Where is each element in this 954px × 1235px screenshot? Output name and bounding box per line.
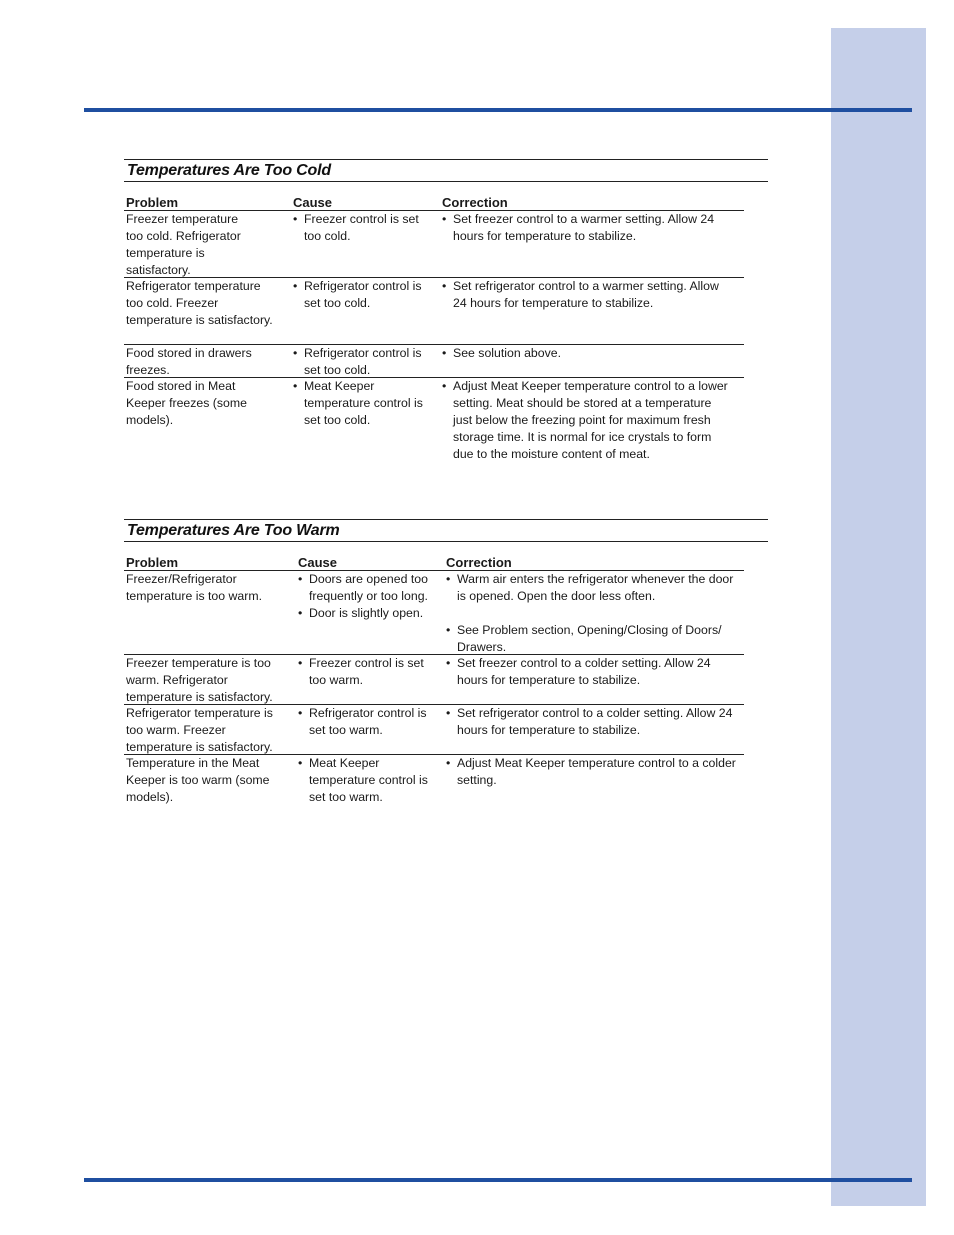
correction-cell xyxy=(442,211,732,245)
troubleshoot-table-warm xyxy=(124,556,744,815)
correction-item: • Set freezer control to a warmer setting. Allow 24 hours for temperature to stabilize. xyxy=(442,211,732,245)
correction-cell xyxy=(446,571,736,656)
bottom-rule xyxy=(84,1178,912,1182)
cause-cell xyxy=(298,571,432,622)
table-header xyxy=(124,556,744,571)
header-cause: Cause xyxy=(298,555,338,570)
section-title-row xyxy=(124,159,768,182)
correction-item: • Set refrigerator control to a warmer setting. Allow 24 hours for temperature to stabilize. xyxy=(442,278,732,312)
table-row xyxy=(124,345,744,378)
problem-cell: Refrigerator temperature too cold. Freezer temperature is satisfactory. xyxy=(126,279,273,327)
header-cause: Cause xyxy=(293,195,333,210)
cause-cell xyxy=(293,211,427,245)
section-title: Temperatures Are Too Cold xyxy=(127,162,331,179)
problem-cell: Freezer temperature too cold. Refrigerator temperature is satisfactory. xyxy=(126,212,241,277)
table-row xyxy=(124,655,744,705)
table-row xyxy=(124,755,744,815)
table-row xyxy=(124,571,744,655)
section-too-cold xyxy=(124,159,768,461)
cause-cell xyxy=(293,345,427,379)
problem-cell: Freezer/Refrigerator temperature is too warm. xyxy=(126,572,262,603)
header-problem: Problem xyxy=(126,195,179,210)
problem-cell: Freezer temperature is too warm. Refrigerator temperature is satisfactory. xyxy=(126,656,273,704)
correction-cell xyxy=(446,705,736,739)
problem-cell: Temperature in the Meat Keeper is too warm (some models). xyxy=(126,756,270,804)
cause-cell xyxy=(298,755,432,806)
correction-cell xyxy=(442,378,732,463)
cause-item: • Refrigerator control is set too cold. xyxy=(293,345,427,379)
header-correction: Correction xyxy=(446,555,512,570)
correction-cell xyxy=(446,655,736,689)
correction-item: • Set freezer control to a colder setting. Allow 24 hours for temperature to stabilize. xyxy=(446,655,736,689)
troubleshoot-table-cold xyxy=(124,196,744,482)
table-row xyxy=(124,211,744,278)
section-title-row xyxy=(124,519,768,542)
table-row xyxy=(124,705,744,755)
table-row xyxy=(124,378,744,482)
problem-cell: Food stored in drawers freezes. xyxy=(126,346,252,377)
cause-cell xyxy=(293,378,427,429)
cause-item: • Meat Keeper temperature control is set too warm. xyxy=(298,755,432,806)
header-correction: Correction xyxy=(442,195,508,210)
table-header xyxy=(124,196,744,211)
cause-item: • Freezer control is set too warm. xyxy=(298,655,432,689)
correction-cell xyxy=(446,755,736,789)
cause-cell xyxy=(293,278,427,312)
cause-item: • Refrigerator control is set too cold. xyxy=(293,278,427,312)
cause-cell xyxy=(298,705,432,739)
section-too-warm xyxy=(124,519,768,804)
cause-item: • Door is slightly open. xyxy=(298,605,432,622)
problem-cell: Refrigerator temperature is too warm. Freezer temperature is satisfactory. xyxy=(126,706,273,754)
cause-cell xyxy=(298,655,432,689)
cause-item: • Refrigerator control is set too warm. xyxy=(298,705,432,739)
cause-item: • Doors are opened too frequently or too long. xyxy=(298,571,432,605)
correction-item: • Warm air enters the refrigerator whenever the door is opened. Open the door less often. xyxy=(446,571,736,605)
cause-item: • Meat Keeper temperature control is set too cold. xyxy=(293,378,427,429)
correction-item: • Set refrigerator control to a colder setting. Allow 24 hours for temperature to stabilize. xyxy=(446,705,736,739)
correction-item: • See Problem section, Opening/Closing of Doors/ Drawers. xyxy=(446,622,736,656)
section-title: Temperatures Are Too Warm xyxy=(127,522,340,539)
correction-cell xyxy=(442,345,732,362)
correction-item: • Adjust Meat Keeper temperature control to a colder setting. xyxy=(446,755,736,789)
table-row xyxy=(124,278,744,345)
correction-item: • See solution above. xyxy=(442,345,732,362)
problem-cell: Food stored in Meat Keeper freezes (some models). xyxy=(126,379,247,427)
cause-item: • Freezer control is set too cold. xyxy=(293,211,427,245)
correction-item: • Adjust Meat Keeper temperature control to a lower setting. Meat should be stored at a temperature just below the freezing point for maximum fresh storage time. It is normal for ice crystals to form due to the moisture content of meat. xyxy=(442,378,732,463)
top-rule xyxy=(84,108,912,112)
header-problem: Problem xyxy=(126,555,179,570)
correction-cell xyxy=(442,278,732,312)
side-tab xyxy=(831,28,926,1206)
